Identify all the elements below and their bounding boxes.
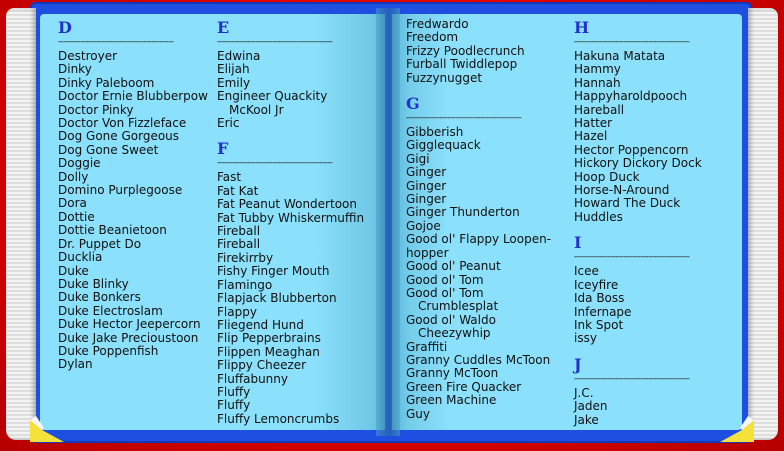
name-entry — [58, 265, 208, 278]
name-text: Duke Jake Precioustoon — [58, 330, 199, 345]
name-entry — [217, 373, 377, 386]
name-text: Good ol' Tom — [406, 272, 484, 287]
name-text: Gojoe — [406, 218, 441, 233]
name-entry — [217, 279, 377, 292]
name-entry — [217, 265, 377, 278]
letter-section — [217, 139, 377, 426]
name-text: Fishy Finger Mouth — [217, 264, 330, 279]
name-entry — [406, 247, 561, 260]
name-text: hopper — [406, 245, 449, 260]
name-text: Edwina — [217, 49, 261, 63]
name-entry — [217, 77, 377, 90]
name-entry — [574, 211, 724, 224]
name-entry — [217, 198, 377, 211]
name-text: Fireball — [217, 237, 261, 252]
name-entry — [406, 300, 561, 313]
name-text: Fat Peanut Wondertoon — [217, 197, 357, 212]
name-entry — [58, 117, 208, 130]
name-entry — [58, 144, 208, 157]
name-entry — [58, 211, 208, 224]
name-text: Good ol' Peanut — [406, 259, 501, 274]
name-text: Cheezywhip — [418, 326, 491, 341]
name-text: Dog Gone Sweet — [58, 142, 159, 157]
name-entry — [58, 345, 208, 358]
name-entry — [406, 260, 561, 273]
name-entry — [58, 130, 208, 143]
name-text: Fat Kat — [217, 183, 259, 198]
name-text: Hareball — [574, 102, 625, 117]
name-entry — [217, 63, 377, 76]
name-entry — [406, 72, 561, 85]
section-letter-heading: F — [217, 139, 229, 159]
name-text: Dylan — [58, 357, 93, 372]
name-text: Ink Spot — [574, 317, 624, 332]
name-entry — [217, 185, 377, 198]
name-entry — [58, 63, 208, 76]
name-text: Fluffy — [217, 384, 251, 399]
name-entry — [574, 197, 724, 210]
name-text: Hammy — [574, 62, 621, 77]
name-text: Doctor Ernie Blubberpow — [58, 89, 208, 104]
name-text: Duke Electroslam — [58, 303, 163, 318]
section-gap — [574, 224, 724, 233]
name-text: Fluffy Lemoncrumbs — [217, 411, 340, 426]
name-text: Hickory Dickory Dock — [574, 156, 702, 171]
name-entry — [406, 274, 561, 287]
name-entry — [217, 292, 377, 305]
name-text: Flippen Meaghan — [217, 344, 320, 359]
name-text: Jake — [574, 412, 599, 427]
name-entry — [406, 381, 561, 394]
name-entry — [217, 171, 377, 184]
name-entry — [217, 332, 377, 345]
name-entry — [406, 220, 561, 233]
name-text: Elijah — [217, 62, 250, 77]
section-letter-heading: E — [217, 18, 230, 37]
letter-section — [574, 233, 724, 345]
name-text: Infernape — [574, 304, 632, 319]
name-entry — [217, 225, 377, 238]
name-entry — [574, 157, 724, 170]
name-entry — [574, 265, 724, 278]
name-entry — [217, 117, 377, 130]
name-entry — [406, 18, 561, 31]
name-text: Hazel — [574, 129, 608, 144]
name-text: Hatter — [574, 116, 613, 131]
name-text: Ginger Thunderton — [406, 205, 520, 220]
page-curl-right-icon — [720, 412, 754, 442]
name-entry — [58, 90, 208, 103]
name-entry — [217, 413, 377, 426]
section-gap — [406, 85, 561, 94]
name-entry — [406, 180, 561, 193]
name-text: Flip Pepperbrains — [217, 331, 321, 346]
section-gap — [217, 130, 377, 139]
name-entry — [58, 358, 208, 371]
letter-section — [406, 18, 561, 85]
section-letter-heading: I — [574, 233, 582, 253]
name-entry — [406, 394, 561, 407]
name-text: Duke — [58, 263, 89, 278]
column-2 — [217, 18, 377, 426]
section-letter-heading: D — [58, 18, 72, 37]
letter-section — [574, 18, 724, 224]
name-text: Dottie — [58, 209, 95, 224]
name-text: Icee — [574, 264, 599, 279]
name-text: Firekirrby — [217, 250, 274, 265]
name-text: Gigi — [406, 151, 430, 166]
name-entry — [58, 157, 208, 170]
name-entry — [58, 305, 208, 318]
name-text: Hakuna Matata — [574, 49, 666, 63]
name-text: Good ol' Tom — [406, 285, 484, 300]
name-entry — [217, 346, 377, 359]
name-entry — [217, 359, 377, 372]
name-entry — [406, 287, 561, 300]
name-text: Ginger — [406, 192, 447, 207]
name-text: Domino Purplegoose — [58, 183, 183, 198]
name-text: Flamingo — [217, 277, 273, 292]
name-text: Ducklia — [58, 250, 103, 265]
name-text: Fluffabunny — [217, 371, 288, 386]
name-entry — [217, 104, 377, 117]
name-text: Happyharoldpooch — [574, 89, 688, 104]
name-text: Freedom — [406, 30, 459, 45]
section-letter-heading: G — [406, 94, 420, 114]
name-entry — [406, 58, 561, 71]
name-entry — [217, 238, 377, 251]
page-curl-left-icon — [30, 412, 64, 442]
name-text: Fireball — [217, 224, 261, 239]
name-entry — [58, 224, 208, 237]
name-entry — [58, 278, 208, 291]
name-text: Hoop Duck — [574, 169, 640, 184]
name-entry — [574, 117, 724, 130]
name-text: J.C. — [574, 385, 594, 400]
name-text: Dottie Beanietoon — [58, 223, 167, 238]
name-text: Ginger — [406, 178, 447, 193]
name-text: Dinky — [58, 62, 92, 77]
name-entry — [58, 184, 208, 197]
name-entry — [58, 197, 208, 210]
name-entry — [406, 367, 561, 380]
name-text: Jaden — [574, 399, 608, 414]
letter-section — [574, 355, 724, 427]
letter-section — [406, 94, 561, 421]
name-text: Dolly — [58, 169, 89, 184]
name-text: McKool Jr — [229, 102, 284, 117]
name-entry — [406, 354, 561, 367]
section-divider — [574, 375, 724, 387]
name-text: Horse-N-Around — [574, 183, 670, 198]
name-entry — [574, 414, 724, 427]
name-text: Green Machine — [406, 393, 497, 408]
name-entry — [58, 318, 208, 331]
name-text: Furball Twiddlepop — [406, 57, 518, 72]
name-entry — [58, 104, 208, 117]
name-text: Engineer Quackity — [217, 89, 328, 104]
name-entry — [574, 387, 724, 400]
name-text: Flapjack Blubberton — [217, 291, 337, 306]
name-text: Duke Poppenfish — [58, 343, 159, 358]
name-entry — [574, 184, 724, 197]
name-entry — [406, 153, 561, 166]
name-entry — [217, 386, 377, 399]
name-text: Fuzzynugget — [406, 70, 483, 85]
name-text: Flippy Cheezer — [217, 358, 307, 373]
name-entry — [406, 45, 561, 58]
name-text: Graffiti — [406, 339, 448, 354]
name-text: Granny Cuddles McToon — [406, 352, 551, 367]
name-text: Duke Blinky — [58, 276, 129, 291]
name-entry — [406, 233, 561, 246]
name-entry — [406, 341, 561, 354]
name-entry — [574, 319, 724, 332]
name-text: Hannah — [574, 75, 621, 90]
name-text: Ida Boss — [574, 291, 625, 306]
name-entry — [574, 400, 724, 413]
name-text: Crumblesplat — [418, 299, 499, 314]
name-text: Green Fire Quacker — [406, 379, 522, 394]
page-stack-right — [748, 8, 778, 440]
name-entry — [574, 90, 724, 103]
name-entry — [217, 306, 377, 319]
section-letter-heading: J — [574, 354, 582, 374]
page-stack-left — [6, 8, 36, 440]
name-text: Fast — [217, 170, 242, 185]
name-text: Doctor Pinky — [58, 102, 134, 117]
name-entry — [574, 50, 724, 63]
name-entry — [217, 252, 377, 265]
column-4 — [574, 18, 724, 427]
name-entry — [58, 171, 208, 184]
column-3 — [406, 18, 561, 421]
name-text: Destroyer — [58, 49, 118, 63]
name-text: Eric — [217, 116, 240, 131]
name-entry — [217, 319, 377, 332]
name-text: Howard The Duck — [574, 196, 681, 211]
name-text: Frizzy Poodlecrunch — [406, 43, 525, 58]
name-entry — [574, 77, 724, 90]
name-entry — [58, 50, 208, 63]
name-text: Gigglequack — [406, 138, 481, 153]
name-entry — [574, 306, 724, 319]
name-entry — [406, 206, 561, 219]
name-entry — [217, 90, 377, 103]
name-entry — [58, 332, 208, 345]
name-text: Doctor Von Fizzleface — [58, 116, 187, 131]
name-text: Fliegend Hund — [217, 317, 304, 332]
name-entry — [574, 130, 724, 143]
name-entry — [58, 291, 208, 304]
name-entry — [406, 166, 561, 179]
column-1 — [58, 18, 208, 372]
name-entry — [406, 126, 561, 139]
name-entry — [406, 31, 561, 44]
name-text: Gibberish — [406, 125, 464, 140]
section-gap — [574, 346, 724, 355]
name-entry — [406, 139, 561, 152]
name-text: Dog Gone Gorgeous — [58, 129, 180, 144]
name-entry — [406, 193, 561, 206]
name-text: Doggie — [58, 156, 101, 171]
name-entry — [406, 408, 561, 421]
name-entry — [574, 292, 724, 305]
name-text: Iceyfire — [574, 277, 619, 292]
name-entry — [217, 212, 377, 225]
name-entry — [406, 314, 561, 327]
name-entry — [58, 77, 208, 90]
name-text: Emily — [217, 75, 251, 90]
letter-section — [217, 18, 377, 130]
name-entry — [574, 279, 724, 292]
name-text: Dr. Puppet Do — [58, 236, 142, 251]
name-entry — [217, 50, 377, 63]
name-text: Dinky Paleboom — [58, 75, 155, 90]
name-text: Flappy — [217, 304, 257, 319]
name-text: Fredwardo — [406, 17, 469, 31]
name-entry — [58, 238, 208, 251]
name-text: Duke Bonkers — [58, 290, 141, 305]
name-text: issy — [574, 331, 597, 346]
letter-section — [58, 18, 208, 372]
name-entry — [58, 251, 208, 264]
name-entry — [574, 104, 724, 117]
name-text: Fat Tubby Whiskermuffin — [217, 210, 365, 225]
name-text: Good ol' Flappy Loopen- — [406, 232, 552, 247]
name-text: Granny McToon — [406, 366, 499, 381]
name-text: Duke Hector Jeepercorn — [58, 317, 201, 332]
name-entry — [217, 399, 377, 412]
name-text: Good ol' Waldo — [406, 312, 496, 327]
book-spine — [376, 8, 400, 436]
name-text: Dora — [58, 196, 87, 211]
name-text: Ginger — [406, 165, 447, 180]
name-text: Huddles — [574, 209, 623, 224]
name-entry — [574, 144, 724, 157]
name-entry — [574, 171, 724, 184]
section-letter-heading: H — [574, 18, 590, 37]
name-text: Hector Poppencorn — [574, 142, 689, 157]
name-entry — [574, 63, 724, 76]
name-entry — [406, 327, 561, 340]
name-text: Guy — [406, 406, 431, 421]
name-entry — [574, 332, 724, 345]
name-text: Fluffy — [217, 398, 251, 413]
